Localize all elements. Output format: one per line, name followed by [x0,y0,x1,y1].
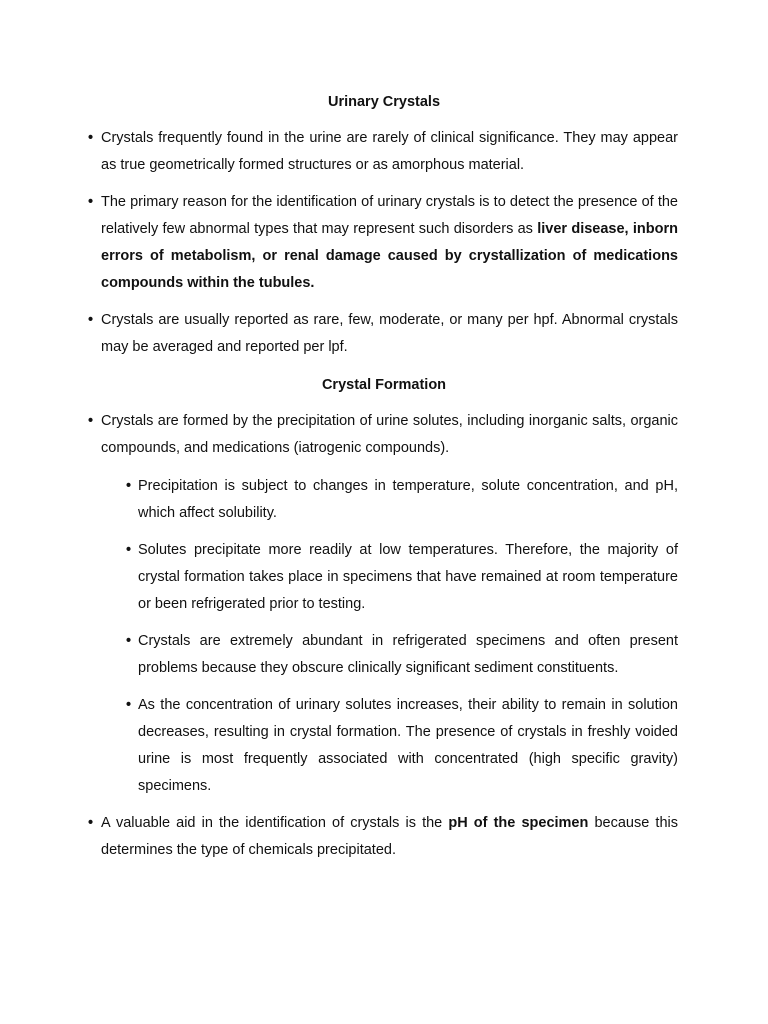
sub-bullet-precipitation [126,473,678,527]
bullet-dot: • [88,815,94,831]
bullet-dot: • [88,194,94,210]
bullet-dot: • [88,130,94,146]
bullet-dot: • [126,633,132,649]
bullet-dot: • [88,312,94,328]
bullet-bold-text: pH of the specimen [448,815,589,831]
bullet-text: The primary reason for the identification of urinary crystals is to detect the presence of the relatively few abnormal types that may represent such disorders as [101,194,678,237]
bullet-clinical-significance [88,125,678,179]
bullet-ph [88,810,678,864]
bullet-reporting [88,307,678,361]
bullet-text: Crystals are formed by the precipitation of urine solutes, including inorganic salts, organic compounds, and medications (iatrogenic compounds). [101,413,678,456]
section-heading: Crystal Formation [321,377,447,393]
bullet-text: A valuable aid in the identification of crystals is the [101,815,449,831]
sub-bullet-temperature [126,537,678,618]
page-title: Urinary Crystals [327,94,441,110]
bullet-dot: • [126,478,132,494]
bullet-dot: • [126,697,132,713]
bullet-text: Precipitation is subject to changes in temperature, solute concentration, and pH, which affect solubility. [138,478,678,521]
bullet-text-after: because this determines the type of chemicals precipitated. [101,815,678,858]
bullet-text: Crystals are usually reported as rare, few, moderate, or many per hpf. Abnormal crystals may be averaged and reported per lpf. [101,312,678,355]
bullet-formation [88,408,678,462]
sub-bullet-refrigerated [126,628,678,682]
bullet-text: Solutes precipitate more readily at low temperatures. Therefore, the majority of crystal formation takes place in specimens that have remained at room temperature or been refrigerated prior to testing. [138,542,678,612]
bullet-primary-reason [88,189,678,297]
bullet-text: Crystals are extremely abundant in refrigerated specimens and often present problems because they obscure clinically significant sediment constituents. [138,633,678,676]
bullet-dot: • [88,413,94,429]
bullet-text: Crystals frequently found in the urine are rarely of clinical significance. They may appear as true geometrically formed structures or as amorphous material. [101,130,678,173]
bullet-bold-text: liver disease, inborn errors of metabolism, or renal damage caused by crystallization of medications compounds within the tubules. [101,221,678,291]
bullet-text: As the concentration of urinary solutes increases, their ability to remain in solution decreases, resulting in crystal formation. The presence of crystals in freshly voided urine is most frequently associated with concentrated (high specific gravity) specimens. [138,697,678,794]
bullet-dot: • [126,542,132,558]
sub-bullet-concentration [126,692,678,800]
